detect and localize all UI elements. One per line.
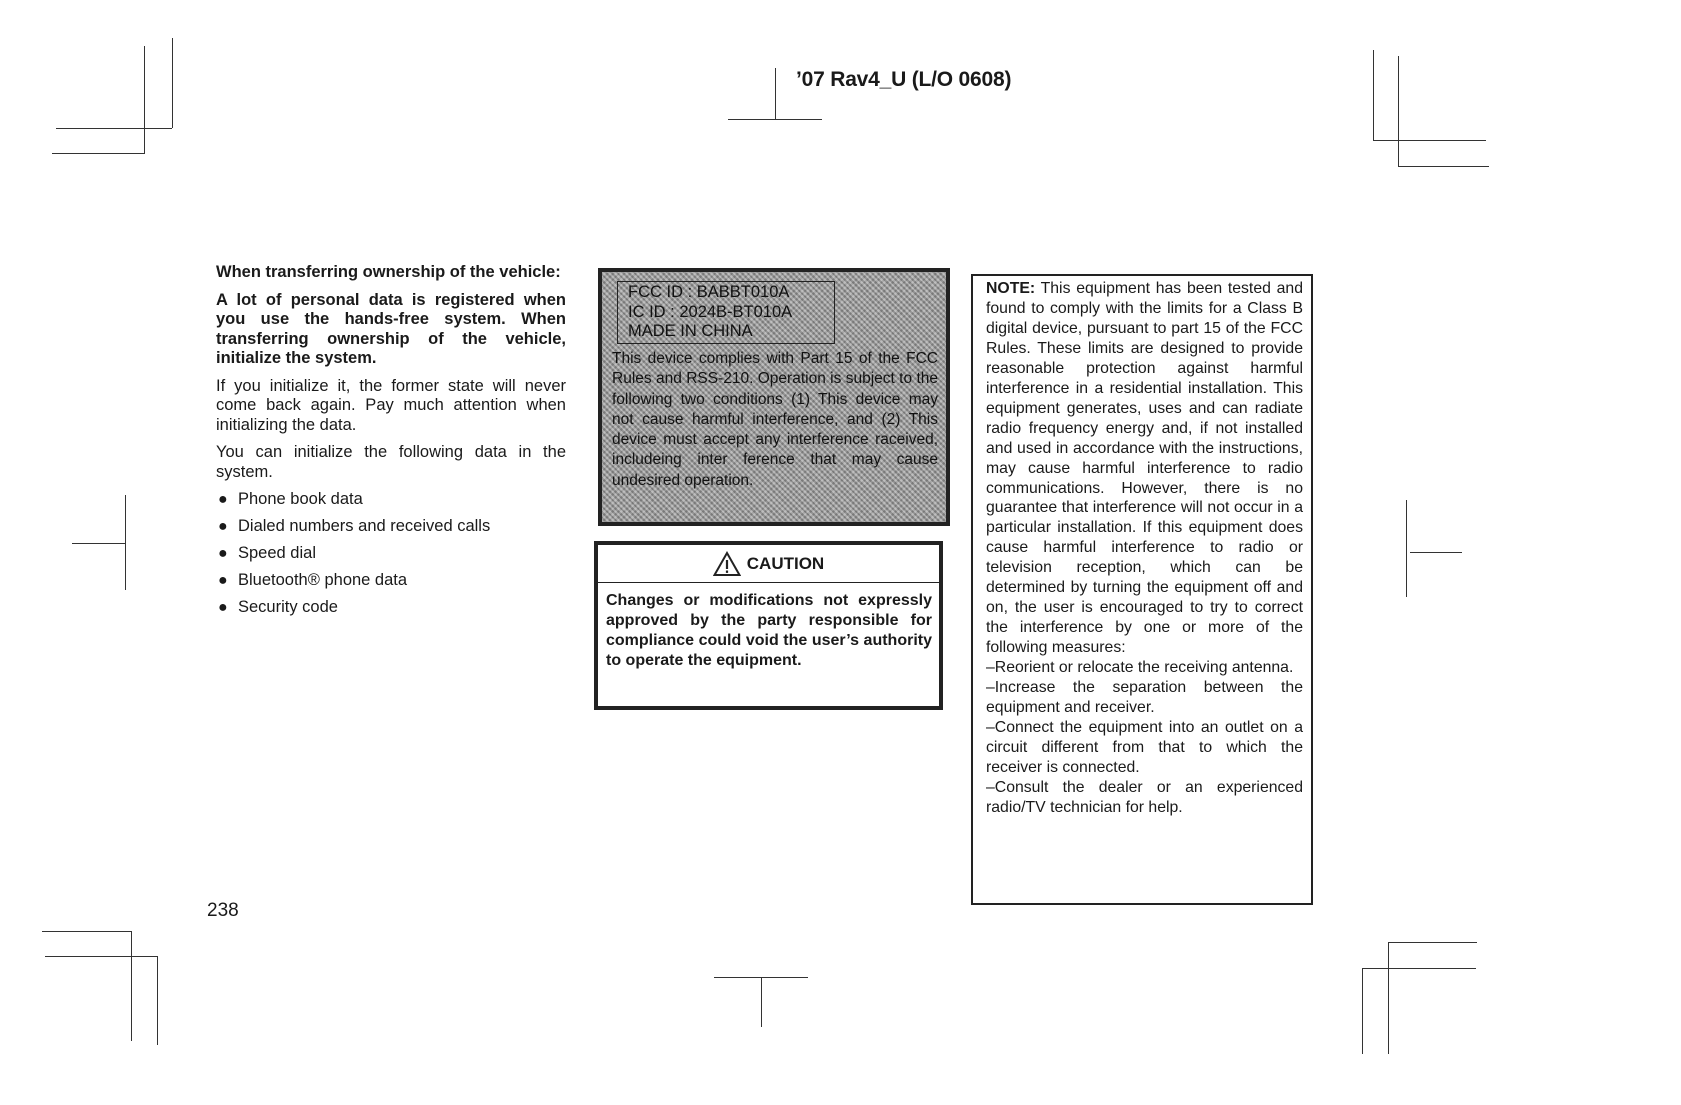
fcc-statement: This device complies with Part 15 of the FCC Rules and RSS-210. Operation is subject to the following two conditions (1) This device may not cause harmful interference, and (2) This device must accept any interference raceived, includeing inter ference that may cause undesired operation. bbox=[612, 350, 938, 489]
left-column bbox=[216, 263, 566, 625]
note-label: NOTE: bbox=[986, 280, 1036, 297]
caution-text: Changes or modifications not expressly approved by the party responsible for compliance could void the user’s authority to operate the equipment. bbox=[606, 592, 932, 669]
initialize-paragraph: If you initialize it, the former state will never come back again. Pay much attention when initializing the data. bbox=[216, 376, 566, 434]
caution-box bbox=[594, 541, 943, 710]
note-measure: –Reorient or relocate the receiving antenna. bbox=[986, 659, 1294, 677]
ic-id: IC ID : 2024B-BT010A bbox=[628, 302, 793, 321]
bullet-icon: ● bbox=[218, 518, 228, 535]
note-measure: –Increase the separation between the equipment and receiver. bbox=[986, 679, 1303, 717]
bullet-icon: ● bbox=[218, 491, 228, 508]
note-measure: –Connect the equipment into an outlet on a circuit different from that to which the receiver is connected. bbox=[986, 718, 1303, 776]
caution-title: CAUTION bbox=[746, 553, 825, 573]
list-item bbox=[216, 517, 566, 537]
document-header: ’07 Rav4_U (L/O 0608) bbox=[796, 68, 1012, 91]
bullet-icon: ● bbox=[218, 545, 228, 562]
note-measure: –Consult the dealer or an experienced radio/TV technician for help. bbox=[986, 778, 1303, 816]
list-item-text: Security code bbox=[238, 598, 338, 616]
data-list-intro: You can initialize the following data in the system. bbox=[216, 443, 566, 481]
warning-paragraph: A lot of personal data is registered when you use the hands-free system. When transferring ownership of the vehicle, initialize the system. bbox=[216, 290, 566, 367]
list-item bbox=[216, 571, 566, 591]
made-in: MADE IN CHINA bbox=[628, 322, 753, 340]
caution-header bbox=[598, 545, 939, 583]
list-item bbox=[216, 544, 566, 564]
section-heading: When transferring ownership of the vehicle: bbox=[216, 263, 561, 281]
note-body bbox=[986, 279, 1303, 658]
note-text: This equipment has been tested and found to comply with the limits for a Class B digital device, pursuant to part 15 of the FCC Rules. These limits are designed to provide reasonable protection against harmful interference in a residential installation. This equipment generates, uses and can radiate radio frequency energy and, if not installed and used in accordance with the instructions, may cause harmful interference to radio communications. However, there is no guarantee that interference will not occur in a particular installation. If this equipment does cause harmful interference to radio or television reception, which can be determined by turning the equipment off and on, the user is encouraged to try to correct the interference by one or more of the following measures: bbox=[986, 280, 1303, 657]
note-box bbox=[971, 274, 1313, 905]
list-item-text: Phone book data bbox=[238, 490, 363, 508]
list-item bbox=[216, 490, 566, 510]
list-item-text: Bluetooth® phone data bbox=[238, 571, 408, 589]
fcc-id: FCC ID : BABBT010A bbox=[628, 283, 790, 301]
page-number: 238 bbox=[207, 900, 239, 921]
list-item-text: Dialed numbers and received calls bbox=[238, 517, 491, 535]
fcc-id-box bbox=[617, 281, 835, 344]
list-item bbox=[216, 598, 566, 618]
list-item-text: Speed dial bbox=[238, 544, 316, 562]
bullet-icon: ● bbox=[218, 572, 228, 589]
data-list bbox=[216, 490, 566, 618]
fcc-label-image bbox=[598, 268, 950, 526]
warning-triangle-icon bbox=[713, 551, 741, 577]
bullet-icon: ● bbox=[218, 599, 228, 616]
